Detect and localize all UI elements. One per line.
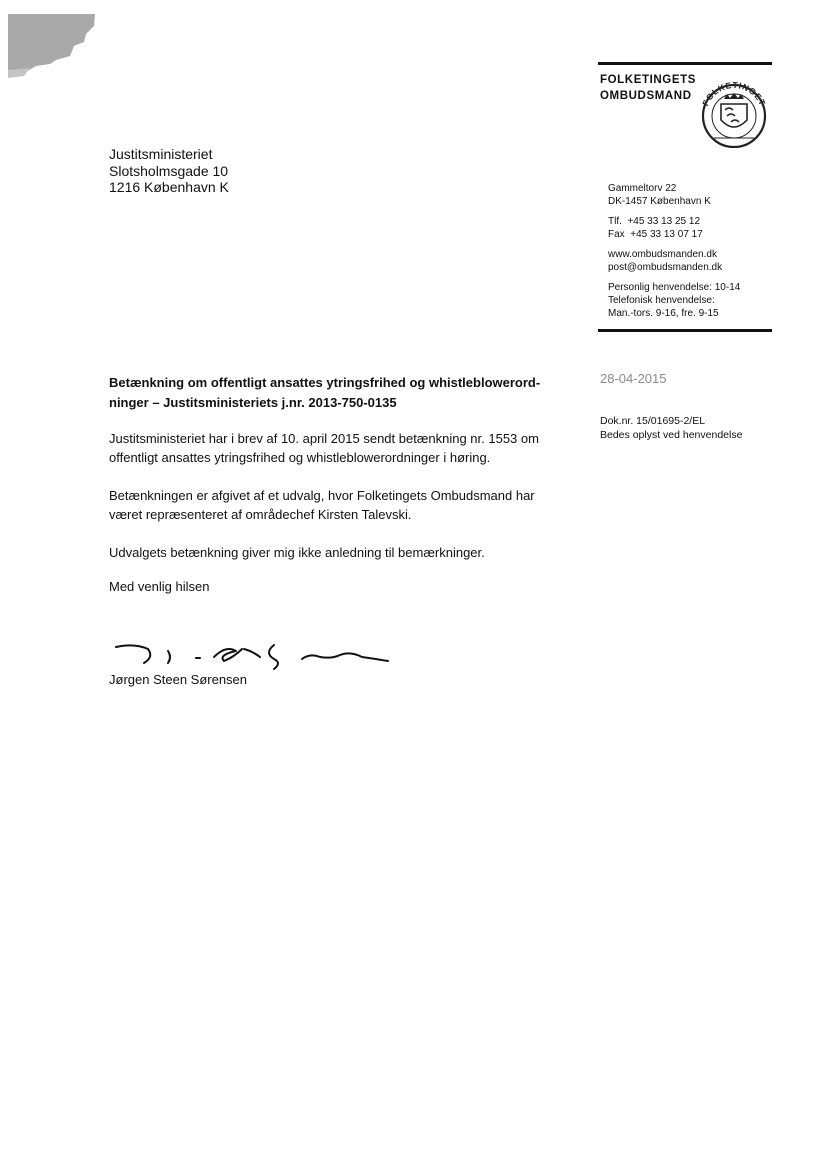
sender-city: DK-1457 København K <box>608 196 711 207</box>
body-paragraph-3: Udvalgets betænkning giver mig ikke anledning til bemærkninger. <box>109 545 485 560</box>
sender-contact-block <box>608 182 740 320</box>
svg-text:FOLKETINGET: FOLKETINGET <box>700 82 768 108</box>
sender-fax: Fax +45 33 13 07 17 <box>608 229 703 240</box>
org-name-line1: FOLKETINGETS <box>600 74 697 86</box>
sender-hours-personal: Personlig henvendelse: 10-14 <box>608 282 741 293</box>
sender-website: www.ombudsmanden.dk <box>608 249 717 260</box>
closing-salutation: Med venlig hilsen <box>109 579 210 594</box>
body-paragraph-2 <box>109 486 535 524</box>
handwritten-signature <box>114 637 394 677</box>
document-reference <box>600 414 742 442</box>
org-name-line2: OMBUDSMAND <box>600 90 692 102</box>
body-p1-line2: offentligt ansattes ytringsfrihed og whistleblowerordninger i høring. <box>109 450 491 465</box>
body-p2-line1: Betænkningen er afgivet af et udvalg, hvor Folketingets Ombudsmand har <box>109 488 535 503</box>
body-p2-line2: været repræsenteret af områdechef Kirsten Talevski. <box>109 507 412 522</box>
subject-line-2: ninger – Justitsministeriets j.nr. 2013-750-0135 <box>109 395 397 410</box>
body-paragraph-1 <box>109 429 539 467</box>
sender-hours-phone-label: Telefonisk henvendelse: <box>608 295 715 306</box>
contact-rule <box>598 329 772 332</box>
header-rule <box>598 62 772 65</box>
sender-email: post@ombudsmanden.dk <box>608 262 723 273</box>
letter-date: 28-04-2015 <box>600 371 667 386</box>
recipient-city: 1216 København K <box>109 179 229 195</box>
recipient-name: Justitsministeriet <box>109 146 213 162</box>
sender-phone: Tlf. +45 33 13 25 12 <box>608 216 701 227</box>
sender-hours-phone: Man.-tors. 9-16, fre. 9-15 <box>608 308 719 319</box>
org-name <box>600 72 696 104</box>
signer-name: Jørgen Steen Sørensen <box>109 672 248 687</box>
reference-note: Bedes oplyst ved henvendelse <box>600 429 743 441</box>
sender-street: Gammeltorv 22 <box>608 183 677 194</box>
body-p1-line1: Justitsministeriet har i brev af 10. april 2015 sendt betænkning nr. 1553 om <box>109 431 539 446</box>
doc-number: Dok.nr. 15/01695-2/EL <box>600 415 706 427</box>
parliament-seal-logo <box>694 82 774 148</box>
letter-subject <box>109 373 540 413</box>
scan-corner-artifact <box>0 0 100 80</box>
recipient-street: Slotsholmsgade 10 <box>109 162 229 179</box>
subject-line-1: Betænkning om offentligt ansattes ytringsfrihed og whistleblowerord- <box>109 375 541 390</box>
recipient-address <box>109 146 229 196</box>
